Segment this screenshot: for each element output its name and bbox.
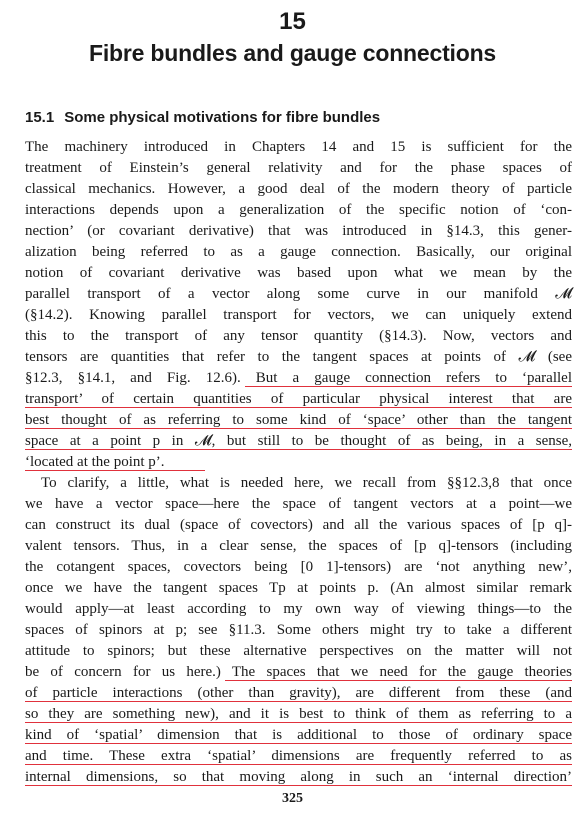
text-line: transport’ of certain quantities of particular physical interest that are <box>25 391 572 407</box>
text-line: ‘located at the point p’. <box>25 454 165 470</box>
text-line: best thought of as referring to some kind of ‘space’ other than the tangent <box>25 412 572 428</box>
underline-mark <box>25 701 572 702</box>
underline-mark <box>25 470 205 471</box>
text-line: attitude to spinors; but these alternative perspectives on the matter will not <box>25 643 572 659</box>
text-line: internal dimensions, so that moving along in such an ‘internal direction’ <box>25 769 572 785</box>
text-line: interactions depends upon a generalization of the specific notion of ‘con- <box>25 202 572 218</box>
text-line: this to the transport of any tensor quantity (§14.3). Now, vectors and <box>25 328 572 344</box>
text-line: (§14.2). Knowing parallel transport for vectors, we can uniquely extend <box>25 307 572 323</box>
text-line: can construct its dual (space of covectors) and all the various spaces of [p q]- <box>25 517 572 533</box>
underline-mark <box>25 407 572 408</box>
text-line: alization being referred to as a gauge connection. Basically, our original <box>25 244 572 260</box>
text-line: §12.3, §14.1, and Fig. 12.6). But a gauge connection refers to ‘parallel <box>25 370 572 386</box>
section-title: Some physical motivations for fibre bundles <box>64 109 381 126</box>
underline-mark <box>245 386 572 387</box>
text-line: so they are something new), and it is best to think of them as referring to a <box>25 706 572 722</box>
text-line: parallel transport of a vector along some curve in our manifold 𝓜 <box>25 286 572 302</box>
underline-mark <box>25 764 572 765</box>
section-number: 15.1 <box>25 109 55 126</box>
text-line: kind of ‘spatial’ dimension that is additional to those of ordinary space <box>25 727 572 743</box>
text-line: of particle interactions (other than gravity), are different from these (and <box>25 685 572 701</box>
text-line: treatment of Einstein’s general relativity and for the phase spaces of <box>25 160 572 176</box>
page-number: 325 <box>282 791 303 806</box>
text-line: be of concern for us here.) The spaces that we need for the gauge theories <box>25 664 572 680</box>
underline-mark <box>25 785 572 786</box>
text-line: would apply—at least according to my own way of viewing things—to the <box>25 601 572 617</box>
chapter-title: Fibre bundles and gauge connections <box>88 40 497 66</box>
text-line: and time. These extra ‘spatial’ dimensions are frequently referred to as <box>25 748 572 764</box>
underline-mark <box>25 722 572 723</box>
text-line: To clarify, a little, what is needed here, we recall from §§12.3,8 that once <box>41 475 572 491</box>
text-line: The machinery introduced in Chapters 14 and 15 is sufficient for the <box>25 139 572 155</box>
text-line: spaces of spinors at p; see §11.3. Some others might try to take a different <box>25 622 572 638</box>
text-line: once we have the tangent spaces Tp at points p. (An almost similar remark <box>25 580 572 596</box>
underline-mark <box>25 743 572 744</box>
section-heading <box>25 108 380 128</box>
underline-mark <box>225 680 572 681</box>
underline-mark <box>25 428 572 429</box>
text-line: we have a vector space—here the space of tangent vectors at a point—we <box>25 496 572 512</box>
text-line: valent tensors. Thus, in a clear sense, the spaces of [p q]-tensors (including <box>25 538 572 554</box>
text-line: nection’ (or covariant derivative) that was introduced in §14.3, this gener- <box>25 223 572 239</box>
text-line: classical mechanics. However, a good deal of the modern theory of particle <box>25 181 572 197</box>
chapter-number: 15 <box>279 8 306 35</box>
text-line: notion of covariant derivative was based upon what we mean by the <box>25 265 572 281</box>
underline-mark <box>25 449 572 450</box>
text-line: tensors are quantities that refer to the tangent spaces at points of 𝓜 (see <box>25 349 572 365</box>
text-line: the cotangent spaces, covectors being [0 1]-tensors) are ‘not anything new’, <box>25 559 572 575</box>
text-line: space at a point p in 𝓜, but still to be thought of as being, in a sense, <box>25 433 572 449</box>
